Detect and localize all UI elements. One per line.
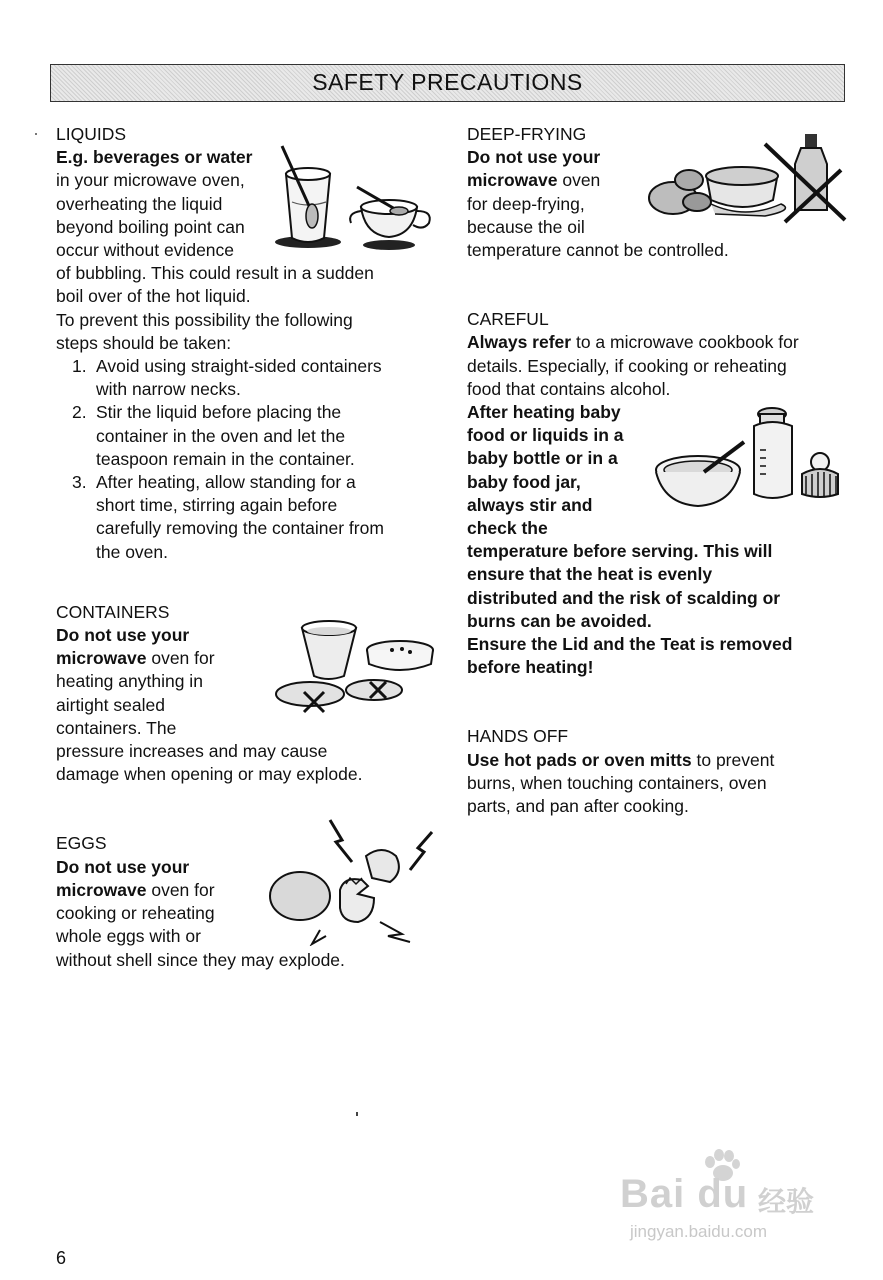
eggs-bold: Do not use your [56,856,190,877]
hands-off-bold: Use hot pads or oven mitts [467,749,692,770]
deep-frying-line: for deep-frying, [467,193,585,214]
careful-bold-line: always stir and [467,494,593,515]
cup-with-spoon-icon [343,185,435,253]
containers-bold: Do not use your [56,625,190,646]
eggs-heading: EGGS [56,833,107,854]
step-line: with narrow necks. [96,379,241,400]
scan-speck [35,133,37,135]
deep-frying-line: because the oil [467,216,585,237]
containers-heading: CONTAINERS [56,601,170,622]
liquids-line: occur without evidence [56,240,235,261]
careful-bold-line: distributed and the risk of scalding or [467,587,781,608]
careful-bold-line: ensure that the heat is evenly [467,564,713,585]
careful-line: details. Especially, if cooking or reheating [467,355,787,376]
careful-line: food that contains alcohol. [467,378,671,399]
page-number: 6 [56,1248,67,1268]
step-line: After heating, allow standing for a [96,472,356,493]
list-item [56,471,428,564]
containers-text: oven for [146,648,215,669]
careful-bold-line: After heating baby [467,402,621,423]
eggs-text: oven for [146,879,215,900]
careful-bold-line: temperature before serving. This will [467,541,773,562]
watermark-cn: 经验 [758,1186,815,1217]
careful-bold-line: Ensure the Lid and the Teat is removed [467,634,793,655]
liquids-lead: E.g. beverages or water [56,147,253,168]
deep-frying-text: oven [557,170,601,191]
step-line: carefully removing the container from [96,518,384,539]
liquids-line: in your microwave oven, [56,170,245,191]
baby-bottle-icon [748,404,843,504]
step-number: 1. [72,356,87,377]
step-line: container in the oven and let the [96,425,346,446]
watermark-brand: Bai du [620,1172,749,1216]
deep-frying-bold: Do not use your [467,147,601,168]
hands-off-text: to prevent [691,749,775,770]
step-number: 3. [72,472,87,493]
hands-off-section [467,725,857,818]
hands-off-heading: HANDS OFF [467,726,569,747]
eggs-line: without shell since they may explode. [56,949,345,970]
step-line: Avoid using straight-sided containers [96,356,382,377]
step-number: 2. [72,402,87,423]
containers-line: airtight sealed [56,694,165,715]
deep-frying-line: temperature cannot be controlled. [467,240,729,261]
careful-bold-line: food or liquids in a [467,425,624,446]
containers-line: damage when opening or may explode. [56,764,363,785]
sealed-containers-icon [272,614,442,724]
step-line: teaspoon remain in the container. [96,448,355,469]
careful-heading: CAREFUL [467,309,549,330]
hands-off-line: burns, when touching containers, oven [467,772,767,793]
careful-text: to a microwave cookbook for [571,332,799,353]
containers-line: heating anything in [56,671,203,692]
containers-line: containers. The [56,717,177,738]
careful-bold-line: check the [467,518,548,539]
deep-fryer-crossed-icon [645,130,850,225]
list-item [56,401,428,471]
scan-speck [356,1112,358,1116]
liquids-heading: LIQUIDS [56,124,127,144]
careful-bold-line: before heating! [467,657,594,678]
careful-bold: Always refer [467,332,572,353]
liquids-line: overheating the liquid [56,193,223,214]
step-line: the oven. [96,541,168,562]
prevent-line: steps should be taken: [56,332,232,353]
step-line: short time, stirring again before [96,495,338,516]
steps-list [56,355,428,564]
deep-frying-bold: microwave [467,170,558,191]
liquids-line: boil over of the hot liquid. [56,286,251,307]
liquids-line: of bubbling. This could result in a sudden [56,263,374,284]
careful-bold-line: baby food jar, [467,471,581,492]
page-title: SAFETY PRECAUTIONS [312,69,583,95]
baby-food-bowl-icon [650,436,750,514]
careful-bold-line: burns can be avoided. [467,610,652,631]
deep-frying-heading: DEEP-FRYING [467,124,587,144]
exploding-eggs-icon [262,818,442,946]
hands-off-line: parts, and pan after cooking. [467,796,689,817]
step-line: Stir the liquid before placing the [96,402,342,423]
containers-line: pressure increases and may cause [56,741,328,762]
glass-with-spoon-icon [270,142,345,252]
list-item [56,355,428,401]
prevent-line: To prevent this possibility the following [56,309,353,330]
liquids-line: beyond boiling point can [56,216,245,237]
eggs-bold: microwave [56,879,147,900]
baidu-watermark [620,1160,830,1250]
containers-bold: microwave [56,648,147,669]
eggs-line: cooking or reheating [56,903,215,924]
eggs-line: whole eggs with or [56,926,201,947]
careful-bold-line: baby bottle or in a [467,448,618,469]
watermark-url: jingyan.baidu.com [630,1222,768,1241]
title-banner [50,64,845,102]
